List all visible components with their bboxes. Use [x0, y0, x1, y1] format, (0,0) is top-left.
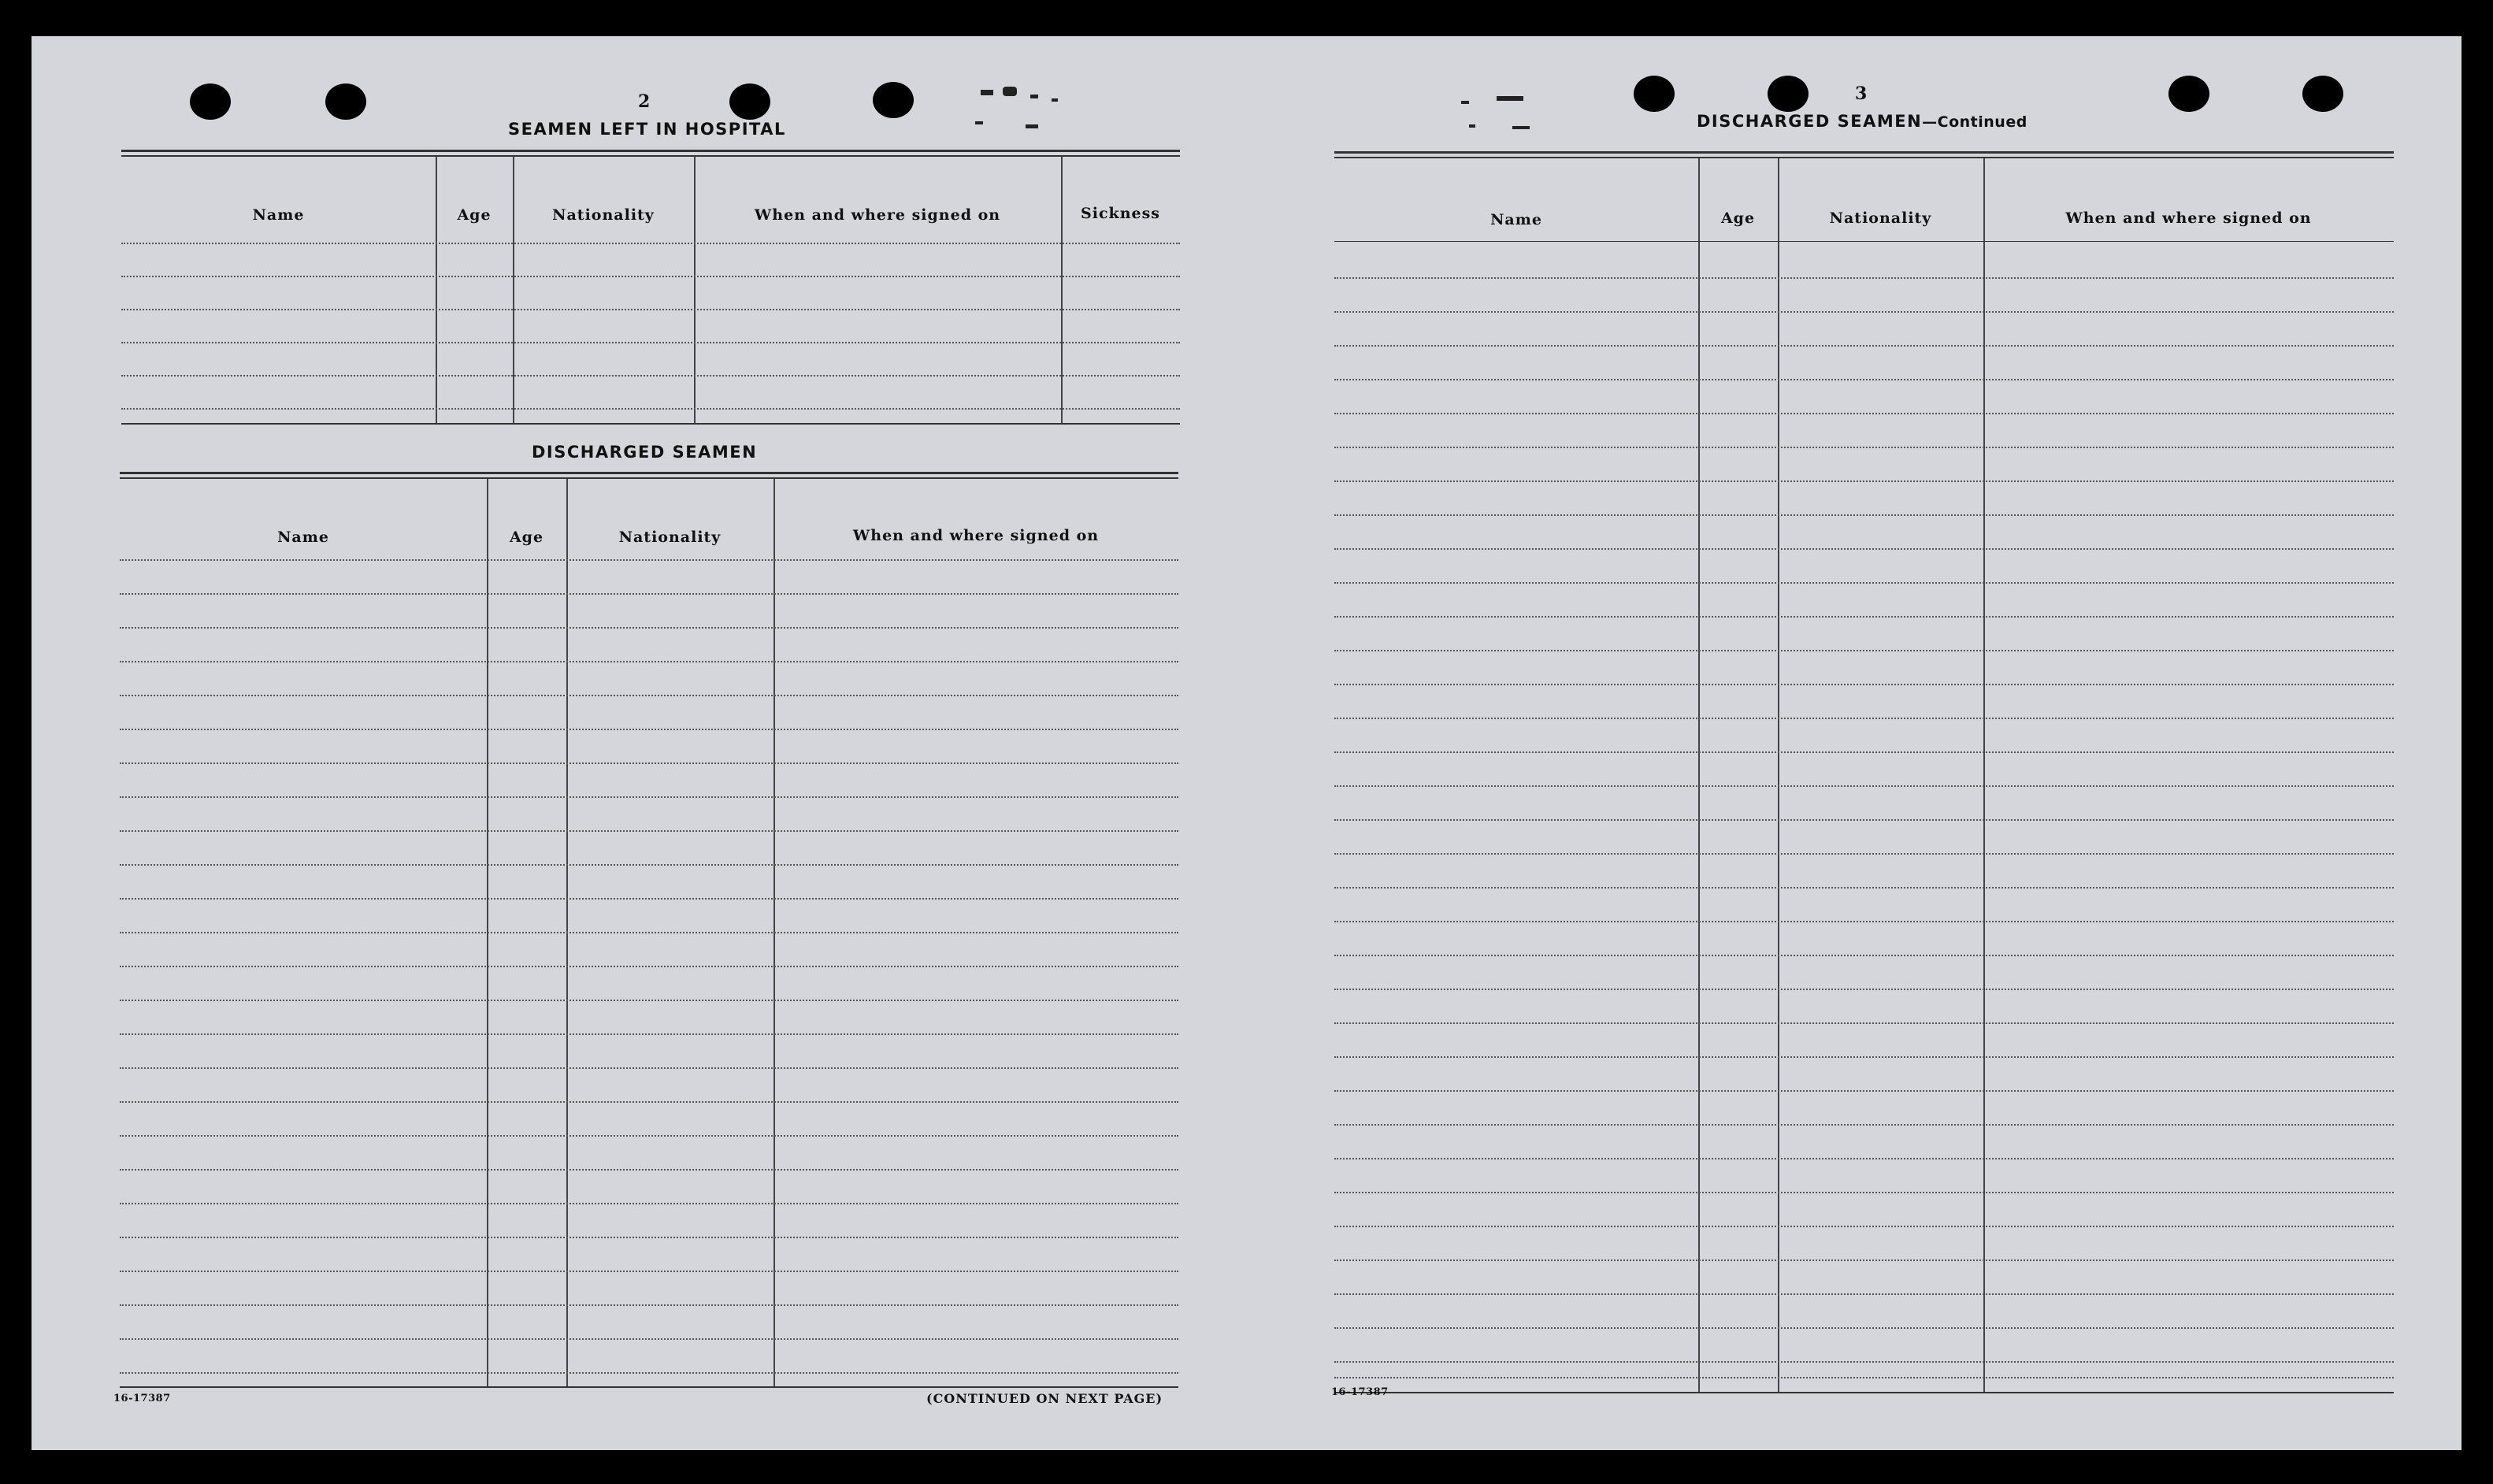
punch-hole — [190, 83, 231, 120]
table-row — [120, 830, 1178, 832]
column-header-signed-on: When and where signed on — [852, 527, 1100, 544]
ink-smudge — [1052, 98, 1058, 102]
ink-smudge — [1497, 96, 1523, 101]
column-divider — [1983, 158, 1985, 1392]
table-row — [120, 932, 1178, 933]
table-row — [120, 1237, 1178, 1238]
punch-hole — [2302, 76, 2343, 112]
column-header-signed-on: When and where signed on — [2065, 210, 2312, 227]
page-number: 2 — [638, 91, 651, 112]
header-bottom-rule — [1334, 241, 2394, 242]
column-header-age: Age — [457, 206, 492, 224]
column-header-nationality: Nationality — [552, 206, 655, 224]
discharged-continued-table — [1334, 151, 2394, 1412]
table-row — [120, 1067, 1178, 1069]
table-row — [1334, 1327, 2394, 1329]
table-row — [1334, 1361, 2394, 1363]
table-row — [120, 1271, 1178, 1272]
hospital-table — [121, 150, 1180, 465]
column-header-signed-on: When and where signed on — [754, 206, 1001, 224]
ink-smudge — [1512, 126, 1530, 129]
table-row — [1334, 548, 2394, 550]
ink-smudge — [1030, 95, 1038, 98]
table-row — [1334, 413, 2394, 414]
ink-smudge — [981, 90, 993, 95]
table-row — [120, 1338, 1178, 1340]
table-row — [1334, 582, 2394, 584]
table-row — [120, 1135, 1178, 1137]
section-title-text: DISCHARGED SEAMEN — [1697, 112, 1923, 131]
discharged-table — [120, 472, 1178, 1417]
table-row — [1334, 751, 2394, 753]
punch-hole — [1634, 76, 1675, 112]
section-title-hospital: SEAMEN LEFT IN HOSPITAL — [508, 120, 786, 139]
column-divider — [1778, 158, 1779, 1392]
table-row — [121, 375, 1180, 377]
ink-smudge — [975, 121, 983, 124]
table-row — [1334, 1158, 2394, 1159]
punch-hole — [2168, 76, 2209, 112]
table-row — [1334, 1260, 2394, 1261]
column-header-name: Name — [1490, 211, 1542, 228]
table-rule — [121, 150, 1180, 152]
table-row — [121, 243, 1180, 244]
column-header-nationality: Nationality — [1829, 210, 1932, 227]
table-bottom-rule — [121, 423, 1180, 425]
column-header-name: Name — [277, 529, 329, 546]
table-rule — [121, 155, 1180, 157]
table-row — [120, 1169, 1178, 1171]
table-row — [1334, 718, 2394, 719]
table-row — [1334, 1377, 2394, 1378]
table-row — [1334, 887, 2394, 889]
page-number: 3 — [1855, 83, 1868, 104]
column-header-age: Age — [509, 529, 544, 546]
table-row — [1334, 1293, 2394, 1295]
table-row — [120, 661, 1178, 662]
table-row — [120, 796, 1178, 798]
punch-hole — [1768, 76, 1809, 112]
table-row — [1334, 311, 2394, 313]
table-row — [1334, 1022, 2394, 1024]
document-sheet — [32, 36, 2461, 1450]
column-divider — [1061, 157, 1063, 423]
ink-smudge — [1026, 124, 1038, 128]
column-header-nationality: Nationality — [618, 529, 722, 546]
table-row — [1334, 345, 2394, 347]
column-divider — [513, 157, 514, 423]
table-row — [120, 695, 1178, 696]
column-divider — [436, 157, 437, 423]
continued-note: (CONTINUED ON NEXT PAGE) — [926, 1391, 1163, 1406]
table-row — [1334, 1192, 2394, 1193]
table-row — [120, 1372, 1178, 1374]
table-row — [120, 1033, 1178, 1035]
table-row — [1334, 785, 2394, 787]
table-row — [1334, 955, 2394, 956]
table-row — [1334, 514, 2394, 516]
table-row — [1334, 379, 2394, 380]
table-row — [120, 966, 1178, 967]
table-row — [120, 1000, 1178, 1001]
table-rule — [1334, 157, 2394, 158]
table-row — [120, 864, 1178, 866]
table-row — [121, 342, 1180, 343]
table-row — [120, 1203, 1178, 1204]
form-number: 16-17387 — [1331, 1386, 1389, 1398]
table-bottom-rule — [1334, 1392, 2394, 1393]
table-row — [1334, 616, 2394, 618]
table-row — [120, 729, 1178, 730]
ink-smudge — [1461, 101, 1469, 104]
column-divider — [1698, 158, 1700, 1392]
table-row — [1334, 989, 2394, 990]
table-row — [1334, 480, 2394, 482]
table-row — [120, 593, 1178, 595]
table-bottom-rule — [120, 1386, 1178, 1388]
table-rule — [120, 477, 1178, 479]
table-row — [1334, 819, 2394, 821]
punch-hole — [325, 83, 366, 120]
table-row — [121, 276, 1180, 277]
table-row — [1334, 853, 2394, 855]
table-row — [1334, 1226, 2394, 1227]
table-row — [120, 627, 1178, 629]
table-row — [1334, 650, 2394, 651]
table-row — [120, 898, 1178, 900]
table-row — [120, 1101, 1178, 1103]
punch-hole — [873, 82, 914, 118]
section-title-discharged: DISCHARGED SEAMEN — [532, 443, 758, 462]
form-number: 16-17387 — [113, 1393, 171, 1404]
table-row — [1334, 277, 2394, 279]
ink-smudge — [1469, 124, 1475, 128]
table-row — [1334, 1124, 2394, 1126]
column-divider — [694, 157, 696, 423]
table-rule — [1334, 151, 2394, 154]
table-row — [1334, 921, 2394, 922]
section-title-discharged-continued — [1697, 112, 2027, 131]
table-row — [1334, 1056, 2394, 1058]
table-row — [121, 408, 1180, 410]
table-row — [120, 559, 1178, 561]
table-row — [120, 762, 1178, 764]
section-title-suffix: —Continued — [1922, 113, 2027, 131]
ink-smudge — [1003, 87, 1017, 96]
column-header-age: Age — [1720, 210, 1756, 227]
table-row — [120, 1304, 1178, 1306]
table-row — [1334, 1090, 2394, 1092]
table-rule — [120, 472, 1178, 474]
table-row — [1334, 684, 2394, 685]
table-row — [121, 309, 1180, 310]
punch-hole — [729, 83, 770, 120]
column-header-name: Name — [252, 206, 305, 224]
column-header-sickness: Sickness — [1081, 205, 1160, 222]
table-row — [1334, 447, 2394, 448]
